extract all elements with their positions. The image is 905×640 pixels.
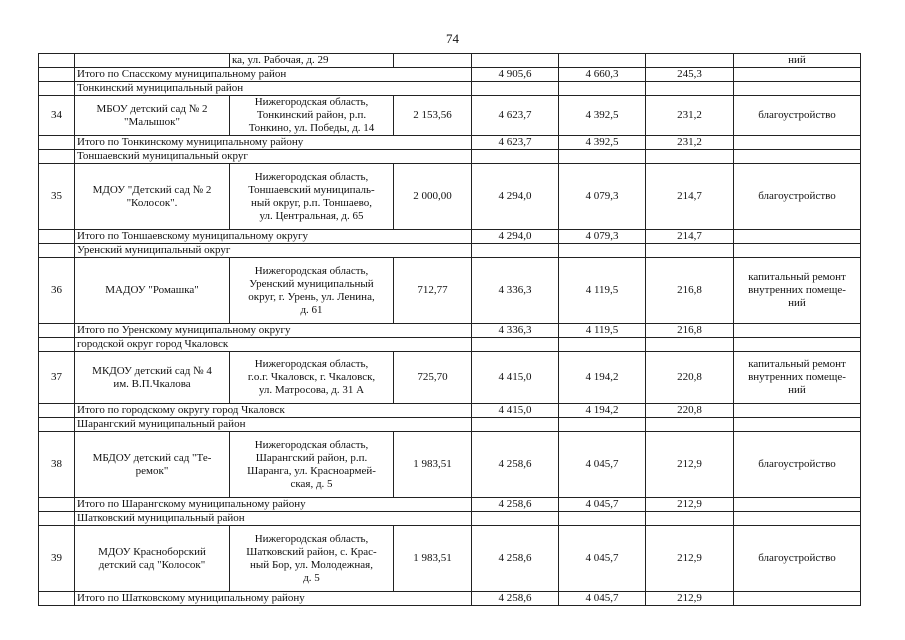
subtotal-label: Итого по Шарангскому муниципальному району xyxy=(75,498,472,512)
address-cell-line: Уренский муниципальный xyxy=(249,277,374,290)
purpose-cell: ний xyxy=(734,54,861,68)
subtotal-label: Итого по Шатковскому муниципальному району xyxy=(75,592,472,606)
address-cell-line: д. 61 xyxy=(300,303,323,316)
address-cell-line: Нижегородская область, xyxy=(254,532,369,545)
organization-name xyxy=(75,352,230,404)
table-row xyxy=(39,96,861,136)
subtotal-label: Итого по городскому округу город Чкаловск xyxy=(75,404,472,418)
region-cell: 4 660,3 xyxy=(559,68,646,82)
region-cell: 4 045,7 xyxy=(559,526,646,592)
total-cell: 4 623,7 xyxy=(472,136,559,150)
table-row xyxy=(39,164,861,230)
address-cell-line: ный Бор, ул. Молодежная, xyxy=(250,558,373,571)
total-cell: 4 905,6 xyxy=(472,68,559,82)
organization-name-line: "Колосок". xyxy=(126,196,178,209)
total-cell: 4 623,7 xyxy=(472,96,559,136)
address-cell-line: Тонкино, ул. Победы, д. 14 xyxy=(248,122,375,134)
address-cell-line: Шаранга, ул. Красноармей- xyxy=(247,464,376,477)
district-row xyxy=(39,150,861,164)
address-cell xyxy=(230,432,394,498)
total-cell: 4 415,0 xyxy=(472,404,559,418)
row-number: 37 xyxy=(39,352,75,404)
subtotal-label: Итого по Спасскому муниципальному район xyxy=(75,68,472,82)
federal-cell: 212,9 xyxy=(646,498,734,512)
federal-cell: 245,3 xyxy=(646,68,734,82)
total-cell: 4 258,6 xyxy=(472,432,559,498)
area-cell: 712,77 xyxy=(394,258,472,324)
organization-name-line: МБДОУ детский сад "Те- xyxy=(92,451,212,464)
row-number: 38 xyxy=(39,432,75,498)
address-cell-line: ская, д. 5 xyxy=(290,477,333,490)
purpose-cell xyxy=(734,96,861,136)
address-cell xyxy=(230,352,394,404)
organization-name-line: МДОУ "Детский сад № 2 xyxy=(92,183,212,196)
address-cell-line: Шатковский район, с. Крас- xyxy=(246,545,377,558)
purpose-cell-line: благоустройство xyxy=(758,458,836,470)
purpose-cell-line: внутренних помеще- xyxy=(748,371,846,383)
organization-name-line: МКДОУ детский сад № 4 xyxy=(92,364,212,377)
district-label: Шарангский муниципальный район xyxy=(75,418,472,432)
address-cell xyxy=(230,164,394,230)
total-cell: 4 258,6 xyxy=(472,526,559,592)
total-cell: 4 294,0 xyxy=(472,164,559,230)
region-cell: 4 194,2 xyxy=(559,404,646,418)
organization-name-line: "Малышок" xyxy=(124,115,180,128)
subtotal-row xyxy=(39,404,861,418)
subtotal-label: Итого по Тоншаевскому муниципальному округу xyxy=(75,230,472,244)
address-cell-line: Шарангский район, р.п. xyxy=(255,451,368,464)
district-row xyxy=(39,244,861,258)
address-cell xyxy=(230,526,394,592)
address-cell-line: Нижегородская область, xyxy=(254,170,369,183)
subtotal-row xyxy=(39,498,861,512)
subtotal-row xyxy=(39,324,861,338)
purpose-cell-line: ний xyxy=(788,384,806,396)
subtotal-label: Итого по Тонкинскому муниципальному району xyxy=(75,136,472,150)
purpose-cell xyxy=(734,526,861,592)
subtotal-row xyxy=(39,230,861,244)
district-label: Уренский муниципальный округ xyxy=(75,244,472,258)
total-cell: 4 336,3 xyxy=(472,324,559,338)
address-cell xyxy=(230,258,394,324)
address-cell-line: д. 5 xyxy=(303,571,320,584)
region-cell: 4 119,5 xyxy=(559,258,646,324)
federal-cell: 231,2 xyxy=(646,136,734,150)
region-cell: 4 045,7 xyxy=(559,498,646,512)
total-cell: 4 258,6 xyxy=(472,498,559,512)
federal-cell: 220,8 xyxy=(646,352,734,404)
area-cell: 2 000,00 xyxy=(394,164,472,230)
organization-name xyxy=(75,164,230,230)
row-number: 39 xyxy=(39,526,75,592)
organization-name-line: МБОУ детский сад № 2 xyxy=(96,102,208,115)
address-cell: ка, ул. Рабочая, д. 29 xyxy=(230,54,394,68)
table-row xyxy=(39,432,861,498)
table-row xyxy=(39,54,861,68)
district-row xyxy=(39,418,861,432)
federal-cell: 216,8 xyxy=(646,324,734,338)
subtotal-row xyxy=(39,592,861,606)
address-cell-line: округ, г. Урень, ул. Ленина, xyxy=(248,290,375,303)
table-row xyxy=(39,258,861,324)
purpose-cell-line: благоустройство xyxy=(758,109,836,121)
federal-cell: 214,7 xyxy=(646,230,734,244)
address-cell-line: ул. Матросова, д. 31 А xyxy=(258,384,365,396)
area-cell: 1 983,51 xyxy=(394,526,472,592)
total-cell: 4 258,6 xyxy=(472,592,559,606)
federal-cell: 231,2 xyxy=(646,96,734,136)
table-row xyxy=(39,352,861,404)
purpose-cell-line: благоустройство xyxy=(758,552,836,564)
table-row xyxy=(39,526,861,592)
address-cell-line: Нижегородская область, xyxy=(254,96,369,108)
table-body xyxy=(39,54,861,606)
address-cell-line: г.о.г. Чкаловск, г. Чкаловск, xyxy=(247,371,376,383)
region-cell: 4 079,3 xyxy=(559,230,646,244)
total-cell: 4 415,0 xyxy=(472,352,559,404)
area-cell: 725,70 xyxy=(394,352,472,404)
subtotal-row xyxy=(39,68,861,82)
organization-name xyxy=(75,432,230,498)
region-cell: 4 119,5 xyxy=(559,324,646,338)
organization-name-line: ремок" xyxy=(135,464,169,477)
address-cell-line: Тоншаевский муниципаль- xyxy=(248,183,375,196)
organization-name-line: детский сад "Колосок" xyxy=(98,558,206,571)
address-cell xyxy=(230,96,394,136)
row-number: 35 xyxy=(39,164,75,230)
address-cell-line: Нижегородская область, xyxy=(254,358,369,370)
purpose-cell xyxy=(734,352,861,404)
region-cell: 4 194,2 xyxy=(559,352,646,404)
row-number: 36 xyxy=(39,258,75,324)
district-label: Тонкинский муниципальный район xyxy=(75,82,472,96)
organization-name xyxy=(75,526,230,592)
federal-cell: 220,8 xyxy=(646,404,734,418)
total-cell: 4 294,0 xyxy=(472,230,559,244)
organization-name xyxy=(75,258,230,324)
subtotal-row xyxy=(39,136,861,150)
region-cell: 4 045,7 xyxy=(559,592,646,606)
district-label: Тоншаевский муниципальный округ xyxy=(75,150,472,164)
district-row xyxy=(39,338,861,352)
row-number: 34 xyxy=(39,96,75,136)
organization-name xyxy=(75,96,230,136)
region-cell: 4 079,3 xyxy=(559,164,646,230)
district-label: городской округ город Чкаловск xyxy=(75,338,472,352)
funding-table xyxy=(38,53,861,606)
purpose-cell xyxy=(734,432,861,498)
total-cell: 4 336,3 xyxy=(472,258,559,324)
address-cell-line: Нижегородская область, xyxy=(254,438,369,451)
page-number: 74 xyxy=(446,31,459,46)
subtotal-label: Итого по Уренскому муниципальному округу xyxy=(75,324,472,338)
organization-name-line: МАДОУ "Ромашка" xyxy=(105,284,199,296)
district-label: Шатковский муниципальный район xyxy=(75,512,472,526)
address-cell-line: ул. Центральная, д. 65 xyxy=(259,209,364,222)
purpose-cell-line: капитальный ремонт xyxy=(748,358,846,370)
federal-cell: 216,8 xyxy=(646,258,734,324)
address-cell-line: Нижегородская область, xyxy=(254,264,369,277)
federal-cell: 214,7 xyxy=(646,164,734,230)
region-cell: 4 392,5 xyxy=(559,136,646,150)
region-cell: 4 045,7 xyxy=(559,432,646,498)
address-cell-line: Тонкинский район, р.п. xyxy=(256,109,367,121)
purpose-cell xyxy=(734,164,861,230)
address-cell-line: ный округ, р.п. Тоншаево, xyxy=(251,196,372,209)
federal-cell: 212,9 xyxy=(646,592,734,606)
federal-cell: 212,9 xyxy=(646,526,734,592)
area-cell: 1 983,51 xyxy=(394,432,472,498)
purpose-cell-line: ний xyxy=(788,297,806,309)
purpose-cell-line: капитальный ремонт xyxy=(748,271,846,283)
organization-name-line: им. В.П.Чкалова xyxy=(113,377,191,390)
purpose-cell-line: внутренних помеще- xyxy=(748,284,846,296)
region-cell: 4 392,5 xyxy=(559,96,646,136)
district-row xyxy=(39,82,861,96)
district-row xyxy=(39,512,861,526)
purpose-cell-line: благоустройство xyxy=(758,190,836,202)
federal-cell: 212,9 xyxy=(646,432,734,498)
organization-name-line: МДОУ Красноборский xyxy=(98,545,206,558)
purpose-cell xyxy=(734,258,861,324)
area-cell: 2 153,56 xyxy=(394,96,472,136)
